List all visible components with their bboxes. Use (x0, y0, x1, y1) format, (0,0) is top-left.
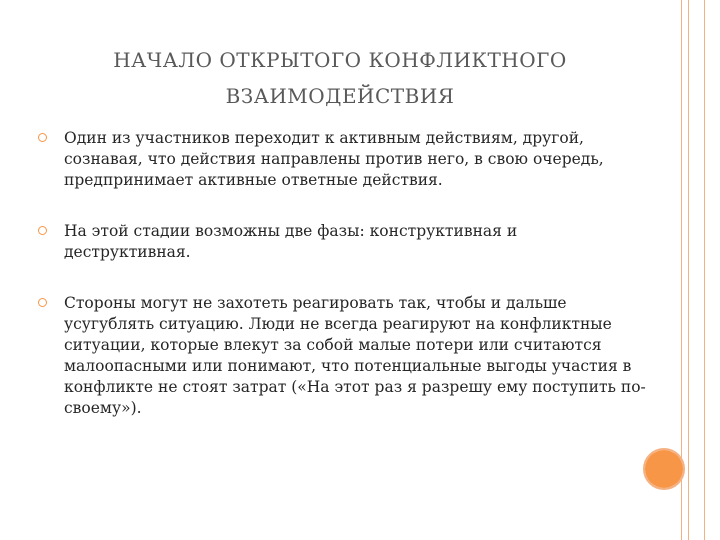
bullet-item (26, 293, 646, 419)
decorative-vertical-line (688, 0, 689, 540)
bullet-text: На этой стадии возможны две фазы: конструктивная и деструктивная. (64, 222, 518, 261)
decorative-circle (645, 450, 683, 488)
bullet-list (26, 128, 646, 419)
circle-bullet-icon (38, 133, 47, 142)
circle-bullet-icon (38, 298, 47, 307)
bullet-item (26, 128, 646, 191)
title-line-2: ВЗАИМОДЕЙСТВИЯ (225, 84, 455, 108)
title-line-1: НАЧАЛО ОТКРЫТОГО КОНФЛИКТНОГО (113, 48, 567, 72)
bullet-text: Один из участников переходит к активным действиям, другой, сознавая, что действия направлены против него, в свою очередь, предпринимает активные ответные действия. (64, 129, 604, 189)
decorative-vertical-line (704, 0, 705, 540)
bullet-item (26, 221, 646, 263)
slide-title (60, 42, 620, 114)
bullet-text: Стороны могут не захотеть реагировать так, чтобы и дальше усугублять ситуацию. Люди не всегда реагируют на конфликтные ситуации, которые влекут за собой малые потери или считаются малоопасными или понимают, что потенциальные выгоды участия в конфликте не стоят затрат («На этот раз я разрешу ему поступить по-своему»). (64, 294, 646, 417)
circle-bullet-icon (38, 226, 47, 235)
